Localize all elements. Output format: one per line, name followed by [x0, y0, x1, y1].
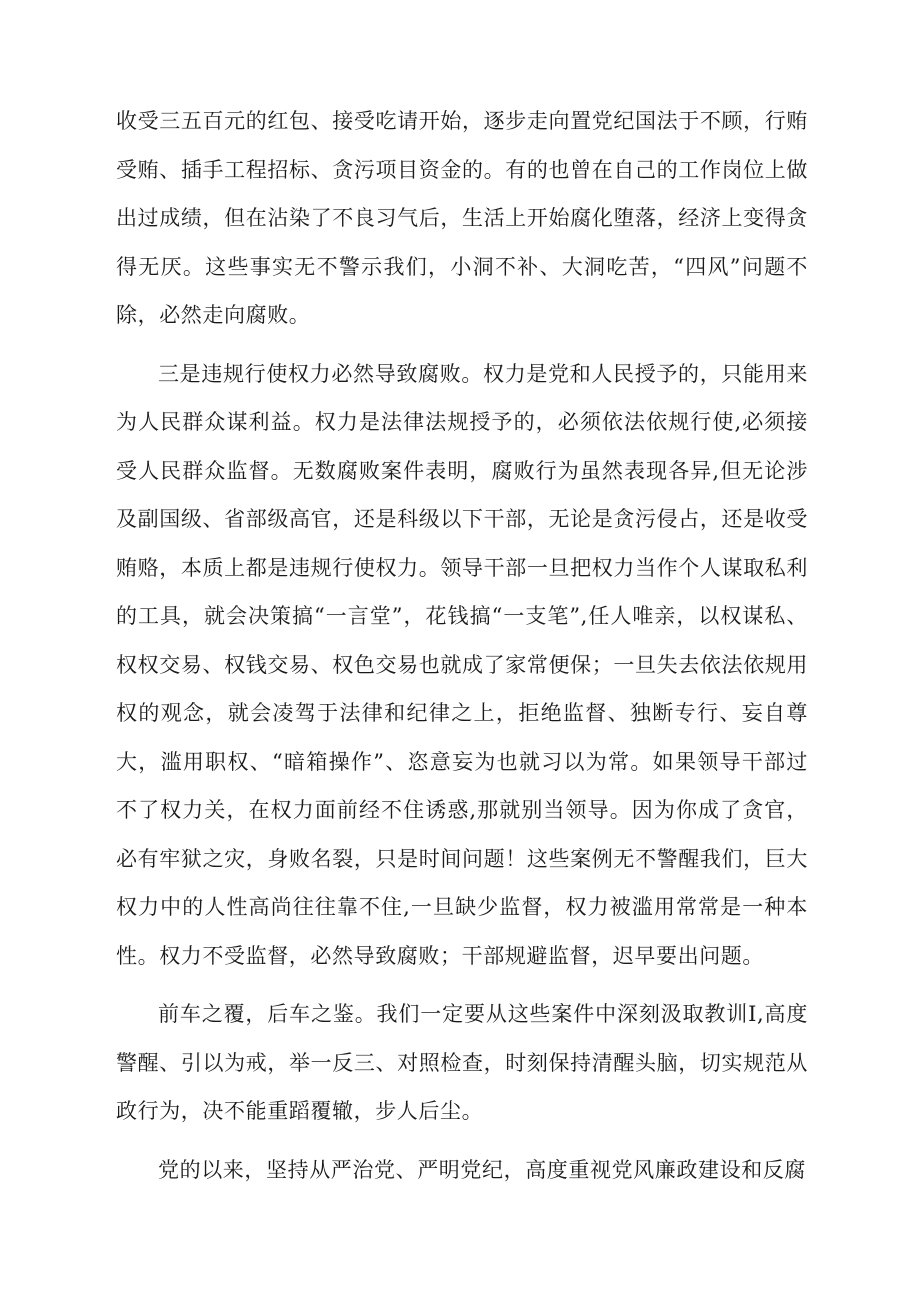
paragraph-continuation: 收受三五百元的红包、接受吃请开始，逐步走向置党纪国法于不顾，行贿受贿、插手工程招标、贪污项目资金的。有的也曾在自己的工作岗位上做出过成绩，但在沾染了不良习气后，生活上开始腐化堕落，经济上变得贪得无厌。这些事实无不警示我们，小洞不补、大洞吃苦，“四风”问题不除，必然走向腐败。	[116, 109, 808, 327]
paragraph-power-abuse: 三是违规行使权力必然导致腐败。权力是党和人民授予的，只能用来为人民群众谋利益。权力是法律法规授予的，必须依法依规行使,必须接受人民群众监督。无数腐败案件表明，腐败行为虽然表现各异,但无论涉及副国级、省部级高官，还是科级以下干部，无论是贪污侵占，还是收受贿赂，本质上都是违规行使权力。领导干部一旦把权力当作个人谋取私利的工具，就会决策搞“一言堂”，花钱搞“一支笔”,任人唯亲，以权谋私、权权交易、权钱交易、权色交易也就成了家常便保；一旦失去依法依规用权的观念，就会凌驾于法律和纪律之上，拒绝监督、独断专行、妄自尊大，滥用职权、“暗箱操作”、恣意妄为也就习以为常。如果领导干部过不了权力关，在权力面前经不住诱惑,那就别当领导。因为你成了贪官，必有牢狱之灾，身败名裂，只是时间问题！这些案例无不警醒我们，巨大权力中的人性高尚往往靠不住,一旦缺少监督，权力被滥用常常是一种本性。权力不受监督，必然导致腐败；干部规避监督，迟早要出问题。	[116, 361, 808, 968]
paragraph-lessons: 前车之覆，后车之鉴。我们一定要从这些案件中深刻汲取教训I,高度警醒、引以为戒，举一反三、对照检查，时刻保持清醒头脑，切实规范从政行为，决不能重蹈覆辙，步人后尘。	[116, 1002, 808, 1123]
paragraph-party-discipline: 党的以来，坚持从严治党、严明党纪，高度重视党风廉政建设和反腐	[158, 1157, 806, 1182]
